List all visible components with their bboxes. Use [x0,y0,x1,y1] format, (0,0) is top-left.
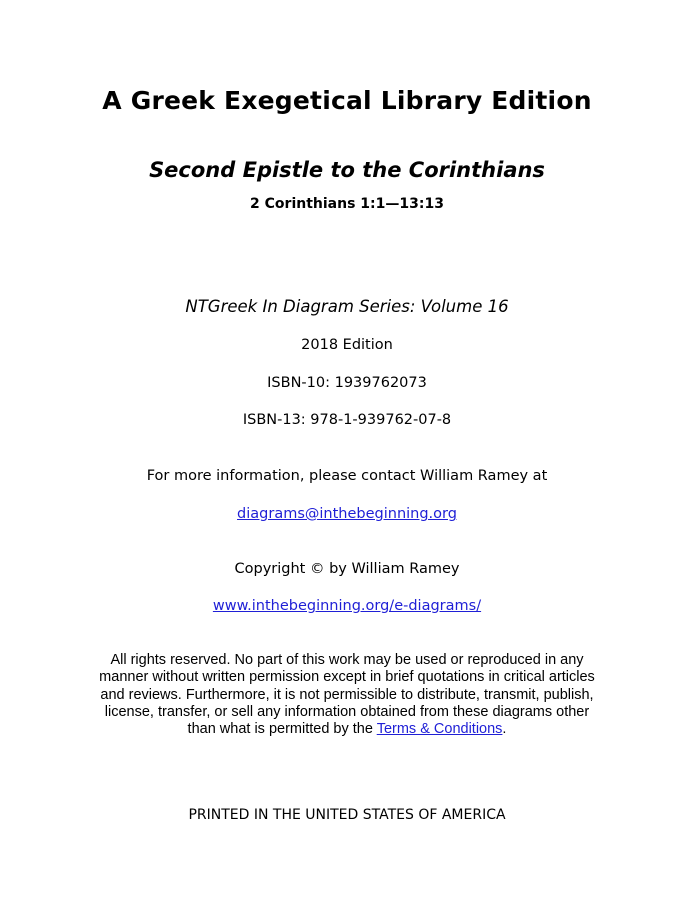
rights-line-prefix: than what is permitted by the [187,721,377,738]
main-title: A Greek Exegetical Library Edition [102,86,592,115]
isbn-10: ISBN-10: 1939762073 [267,375,427,391]
rights-line-last [70,721,624,738]
rights-line: manner without written permission except in brief quotations in critical articles [99,669,595,686]
rights-line: license, transfer, or sell any information obtained from these diagrams other [104,703,590,720]
subtitle: Second Epistle to the Corinthians [149,158,545,182]
copyright-notice: Copyright © by William Ramey [234,561,460,577]
rights-line: All rights reserved. No part of this work may be used or reproduced in any [110,652,584,668]
rights-line-suffix: . [502,721,507,738]
contact-text: For more information, please contact William Ramey at [146,468,548,484]
email-link[interactable]: diagrams@inthebeginning.org [237,506,457,522]
terms-conditions-link[interactable]: Terms & Conditions [376,721,503,738]
scripture-reference: 2 Corinthians 1:1—13:13 [250,196,444,212]
series-title: NTGreek In Diagram Series: Volume 16 [185,297,509,316]
isbn-13: ISBN-13: 978-1-939762-07-8 [242,412,452,428]
edition-label: 2018 Edition [301,337,393,353]
email-row [0,506,694,522]
website-link[interactable]: www.inthebeginning.org/e-diagrams/ [212,598,482,614]
website-row [0,598,694,614]
printed-notice: PRINTED IN THE UNITED STATES OF AMERICA [188,807,506,823]
rights-paragraph [70,652,624,738]
rights-line: and reviews. Furthermore, it is not permissible to distribute, transmit, publish, [100,686,594,703]
